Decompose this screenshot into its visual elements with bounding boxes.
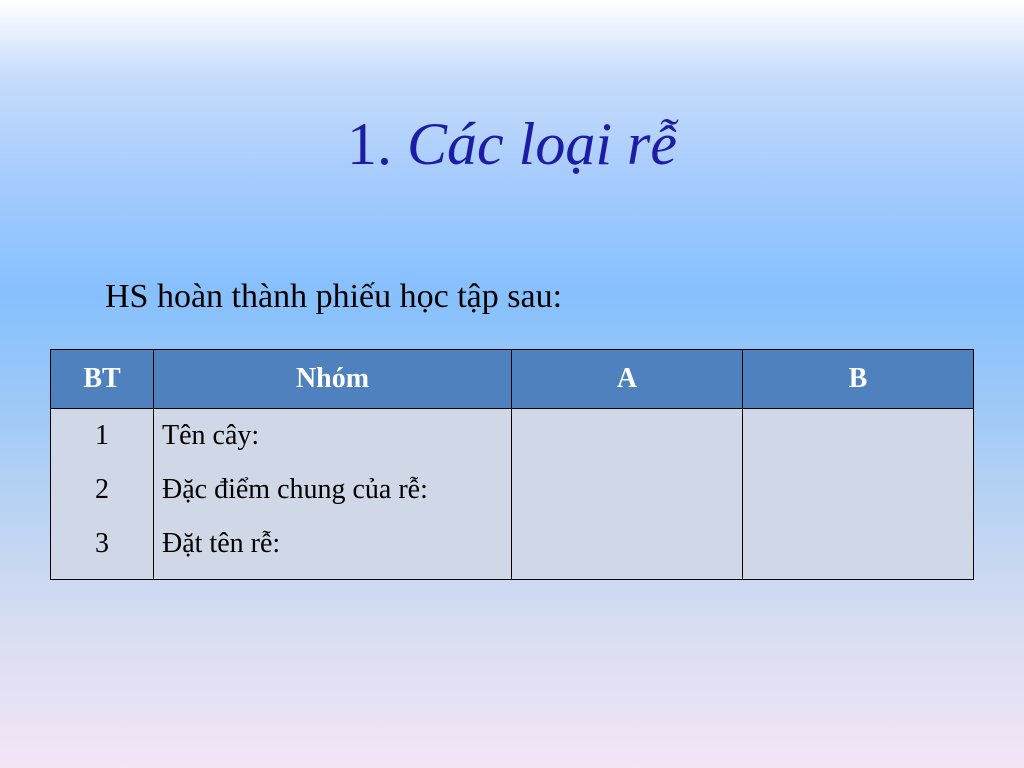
nhom-cell <box>154 409 512 580</box>
group-a-cell <box>512 409 743 580</box>
row-label: Đặc điểm chung của rễ: <box>162 474 428 505</box>
row-number: 2 <box>95 474 109 505</box>
title-text: Các loại rễ <box>407 111 677 177</box>
header-a: A <box>512 350 743 409</box>
group-b-value <box>743 409 973 463</box>
header-bt: BT <box>51 350 154 409</box>
group-b-value <box>743 517 973 571</box>
group-b-value <box>743 463 973 517</box>
row-label: Tên cây: <box>162 420 260 451</box>
group-a-value <box>512 409 742 463</box>
row-number: 1 <box>95 420 109 451</box>
group-a-value <box>512 463 742 517</box>
header-b: B <box>743 350 974 409</box>
table-body-row <box>51 409 974 580</box>
header-nhom: Nhóm <box>154 350 512 409</box>
group-b-cell <box>743 409 974 580</box>
bt-cell <box>51 409 154 580</box>
slide-title <box>0 106 1024 182</box>
group-a-value <box>512 517 742 571</box>
row-label: Đặt tên rễ: <box>162 528 281 559</box>
row-number: 3 <box>95 528 109 559</box>
instruction-text: HS hoàn thành phiếu học tập sau: <box>105 278 563 315</box>
title-number: 1. <box>347 111 392 177</box>
worksheet-table <box>50 349 974 580</box>
table-header-row <box>51 350 974 409</box>
